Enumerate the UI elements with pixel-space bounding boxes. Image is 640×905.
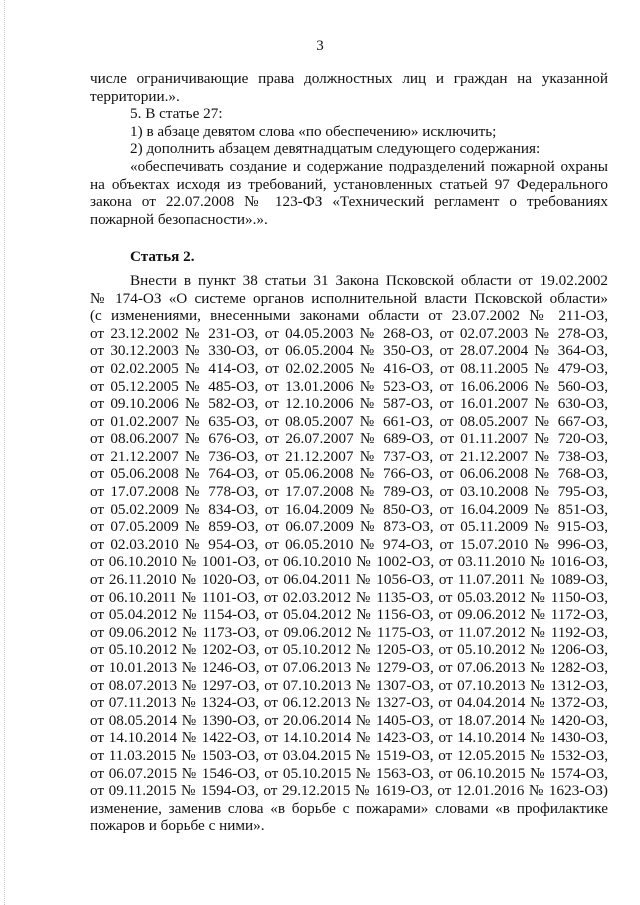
document-body [90,70,608,835]
text-line: от 11.03.2015 № 1503-ОЗ, от 03.04.2015 № 1519-ОЗ, от 12.05.2015 № 1532-ОЗ, [90,746,608,764]
text-line: 2) дополнить абзацем девятнадцатым следующего содержания: [130,140,541,158]
text-line: от 10.01.2013 № 1246-ОЗ, от 07.06.2013 № 1279-ОЗ, от 07.06.2013 № 1282-ОЗ, [90,659,608,676]
text-line: от 08.05.2014 № 1390-ОЗ, от 20.06.2014 № 1405-ОЗ, от 18.07.2014 № 1420-ОЗ, [90,711,608,729]
text-line: «обеспечивать создание и содержание подразделений пожарной охраны [130,157,608,175]
text-line: от 05.06.2008 № 764-ОЗ, от 05.06.2008 № 766-ОЗ, от 06.06.2008 № 768-ОЗ, [90,465,608,483]
text-line: от 21.12.2007 № 736-ОЗ, от 21.12.2007 № 737-ОЗ, от 21.12.2007 № 738-ОЗ, [90,447,608,465]
text-line: пожарной безопасности».». [90,210,268,228]
text-line: от 14.10.2014 № 1422-ОЗ, от 14.10.2014 № 1423-ОЗ, от 14.10.2014 № 1430-ОЗ, [90,729,608,747]
text-line: от 09.11.2015 № 1594-ОЗ, от 29.12.2015 № 1619-ОЗ, от 12.01.2016 № 1623-ОЗ) [90,782,608,800]
text-line: от 02.02.2005 № 414-ОЗ, от 02.02.2005 № 416-ОЗ, от 08.11.2005 № 479-ОЗ, [90,359,608,377]
text-line: от 07.11.2013 № 1324-ОЗ, от 06.12.2013 № 1327-ОЗ, от 04.04.2014 № 1372-ОЗ, [90,694,608,712]
text-line: от 26.11.2010 № 1020-ОЗ, от 06.04.2011 № 1056-ОЗ, от 11.07.2011 № 1089-ОЗ, [90,571,608,589]
text-line: от 08.07.2013 № 1297-ОЗ, от 07.10.2013 № 1307-ОЗ, от 07.10.2013 № 1312-ОЗ, [90,676,608,694]
text-line: от 08.06.2007 № 676-ОЗ, от 26.07.2007 № 689-ОЗ, от 01.11.2007 № 720-ОЗ, [90,430,608,448]
text-line: от 09.06.2012 № 1173-ОЗ, от 09.06.2012 № 1175-ОЗ, от 11.07.2012 № 1192-ОЗ, [90,623,608,641]
text-line: закона от 22.07.2008 № 123-ФЗ «Технический регламент о требованиях [90,193,608,211]
text-line: от 01.02.2007 № 635-ОЗ, от 08.05.2007 № 661-ОЗ, от 08.05.2007 № 667-ОЗ, [90,412,608,430]
text-line: пожаров и борьбе с ними». [90,817,265,835]
text-line: № 174-ОЗ «О системе органов исполнительной власти Псковской области» [90,289,608,307]
text-line: от 23.12.2002 № 231-ОЗ, от 04.05.2003 № 268-ОЗ, от 02.07.2003 № 278-ОЗ, [90,324,608,342]
text-line: от 06.07.2015 № 1546-ОЗ, от 05.10.2015 № 1563-ОЗ, от 06.10.2015 № 1574-ОЗ, [90,764,608,782]
text-line: от 05.12.2005 № 485-ОЗ, от 13.01.2006 № 523-ОЗ, от 16.06.2006 № 560-ОЗ, [90,377,608,395]
text-line: от 06.10.2011 № 1101-ОЗ, от 02.03.2012 № 1135-ОЗ, от 05.03.2012 № 1150-ОЗ, [90,588,608,606]
text-line: от 05.02.2009 № 834-ОЗ, от 16.04.2009 № 850-ОЗ, от 16.04.2009 № 851-ОЗ, [90,500,608,518]
text-line: Внести в пункт 38 статьи 31 Закона Псковской области от 19.02.2002 [130,271,608,289]
text-line: от 17.07.2008 № 778-ОЗ, от 17.07.2008 № 789-ОЗ, от 03.10.2008 № 795-ОЗ, [90,483,608,501]
page-number: 3 [316,38,324,54]
text-line: от 30.12.2003 № 330-ОЗ, от 06.05.2004 № 350-ОЗ, от 28.07.2004 № 364-ОЗ, [90,342,608,360]
article-2-text [90,272,608,835]
text-line: числе ограничивающие права должностных лиц и граждан на указанной [90,70,608,87]
text-line: территории.». [90,87,180,105]
text-line: от 05.04.2012 № 1154-ОЗ, от 05.04.2012 № 1156-ОЗ, от 09.06.2012 № 1172-ОЗ, [90,606,608,624]
scan-edge [4,0,6,905]
text-line: (с изменениями, внесенными законами области от 23.07.2002 № 211-ОЗ, [90,307,608,325]
article-heading: Статья 2. [130,248,195,266]
text-line: от 06.10.2010 № 1001-ОЗ, от 06.10.2010 № 1002-ОЗ, от 03.11.2010 № 1016-ОЗ, [90,553,608,571]
text-line: от 07.05.2009 № 859-ОЗ, от 06.07.2009 № 873-ОЗ, от 05.11.2009 № 915-ОЗ, [90,518,608,536]
text-line: от 02.03.2010 № 954-ОЗ, от 06.05.2010 № 974-ОЗ, от 15.07.2010 № 996-ОЗ, [90,535,608,553]
text-line: 5. В статье 27: [130,105,223,123]
text-line: от 05.10.2012 № 1202-ОЗ, от 05.10.2012 № 1205-ОЗ, от 05.10.2012 № 1206-ОЗ, [90,641,608,659]
text-line: изменение, заменив слова «в борьбе с пожарами» словами «в профилактике [90,799,608,817]
text-line: 1) в абзаце девятом слова «по обеспечению» исключить; [130,122,497,140]
text-line: от 09.10.2006 № 582-ОЗ, от 12.10.2006 № 587-ОЗ, от 16.01.2007 № 630-ОЗ, [90,395,608,413]
text-line: на объектах исходя из требований, установленных статьей 97 Федерального [90,175,608,193]
